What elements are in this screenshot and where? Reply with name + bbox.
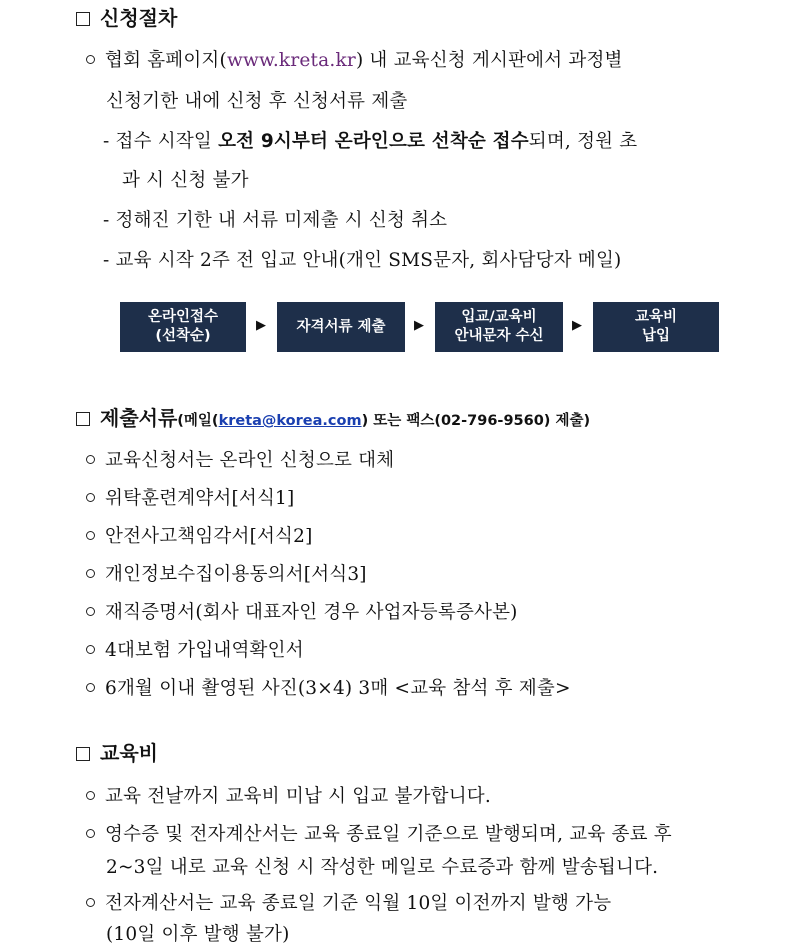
list-item-continued: 신청기한 내에 신청 후 신청서류 제출	[106, 91, 408, 112]
circle-bullet-icon	[86, 898, 95, 907]
circle-bullet-icon	[86, 531, 95, 540]
list-item	[86, 522, 313, 548]
sub-item-text: 되며, 정원 초	[528, 131, 638, 152]
list-item	[86, 560, 367, 586]
circle-bullet-icon	[86, 493, 95, 502]
note-text: ) 또는 팩스(02-796-9560) 제출)	[361, 413, 591, 429]
flow-step-line: 납입	[641, 328, 670, 344]
section-title-note	[177, 413, 590, 429]
list-item-continued: (10일 이후 발행 불가)	[106, 924, 290, 945]
list-item	[86, 889, 611, 915]
section-heading-fee	[76, 737, 158, 766]
item-text: 교육 전날까지 교육비 미납 시 입교 불가합니다.	[105, 786, 491, 807]
item-text: 개인정보수집이용동의서[서식3]	[105, 564, 367, 585]
sub-item-text: - 접수 시작일	[103, 131, 219, 152]
circle-bullet-icon	[86, 645, 95, 654]
list-item	[86, 636, 304, 662]
section-title: 제출서류	[100, 406, 178, 430]
note-text: (메일(	[177, 413, 219, 429]
flow-step-line: 온라인접수	[147, 309, 219, 325]
item-text: 협회 홈페이지(	[105, 50, 227, 71]
list-item	[86, 598, 518, 624]
sub-item: - 정해진 기한 내 서류 미제출 시 신청 취소	[103, 210, 448, 231]
section-title: 교육비	[100, 741, 158, 765]
flow-step-line: (선착순)	[155, 328, 211, 344]
flow-step-line: 자격서류 제출	[296, 318, 386, 335]
sub-item-bold: 오전 9시부터 온라인으로 선착순 접수	[218, 131, 529, 152]
list-item-continued: 2~3일 내로 교육 신청 시 작성한 메일로 수료증과 함께 발송됩니다.	[106, 857, 659, 878]
list-item	[86, 820, 672, 846]
website-link[interactable]: www.kreta.kr	[226, 50, 356, 71]
item-text: 안전사고책임각서[서식2]	[105, 526, 313, 547]
section-heading-documents	[76, 402, 590, 431]
arrow-right-icon: ▶	[572, 318, 582, 333]
item-text: 위탁훈련계약서[서식1]	[105, 488, 295, 509]
checkbox-square-icon	[76, 412, 90, 426]
circle-bullet-icon	[86, 55, 95, 64]
item-text: 전자계산서는 교육 종료일 기준 익월 10일 이전까지 발행 가능	[105, 893, 612, 914]
flow-step-notice	[435, 302, 563, 352]
email-link[interactable]: kreta@korea.com	[218, 413, 362, 429]
arrow-right-icon: ▶	[414, 318, 424, 333]
sub-item: - 교육 시작 2주 전 입교 안내(개인 SMS문자, 회사담당자 메일)	[103, 250, 622, 271]
checkbox-square-icon	[76, 12, 90, 26]
circle-bullet-icon	[86, 455, 95, 464]
flow-step-line: 입교/교육비	[461, 309, 537, 325]
flow-step-line: 교육비	[634, 309, 678, 325]
flow-step-line: 안내문자 수신	[454, 328, 544, 344]
checkbox-square-icon	[76, 747, 90, 761]
flow-step-documents	[277, 302, 405, 352]
item-text: 교육신청서는 온라인 신청으로 대체	[105, 450, 395, 471]
sub-item-continued: 과 시 신청 불가	[122, 170, 249, 191]
list-item	[86, 484, 294, 510]
flow-step-payment	[593, 302, 719, 352]
item-text: ) 내 교육신청 게시판에서 과정별	[355, 50, 623, 71]
circle-bullet-icon	[86, 791, 95, 800]
item-text: 6개월 이내 촬영된 사진(3×4) 3매 <교육 참석 후 제출>	[105, 678, 571, 699]
section-title: 신청절차	[100, 6, 178, 30]
arrow-right-icon: ▶	[256, 318, 266, 333]
item-text: 재직증명서(회사 대표자인 경우 사업자등록증사본)	[105, 602, 518, 623]
list-item	[86, 46, 623, 72]
list-item	[86, 446, 394, 472]
circle-bullet-icon	[86, 607, 95, 616]
list-item	[86, 674, 571, 700]
item-text: 영수증 및 전자계산서는 교육 종료일 기준으로 발행되며, 교육 종료 후	[105, 824, 672, 845]
circle-bullet-icon	[86, 569, 95, 578]
flow-step-online	[120, 302, 246, 352]
section-heading-application	[76, 2, 177, 31]
sub-item	[103, 127, 637, 153]
circle-bullet-icon	[86, 683, 95, 692]
circle-bullet-icon	[86, 829, 95, 838]
item-text: 4대보험 가입내역확인서	[105, 640, 304, 661]
list-item	[86, 782, 491, 808]
